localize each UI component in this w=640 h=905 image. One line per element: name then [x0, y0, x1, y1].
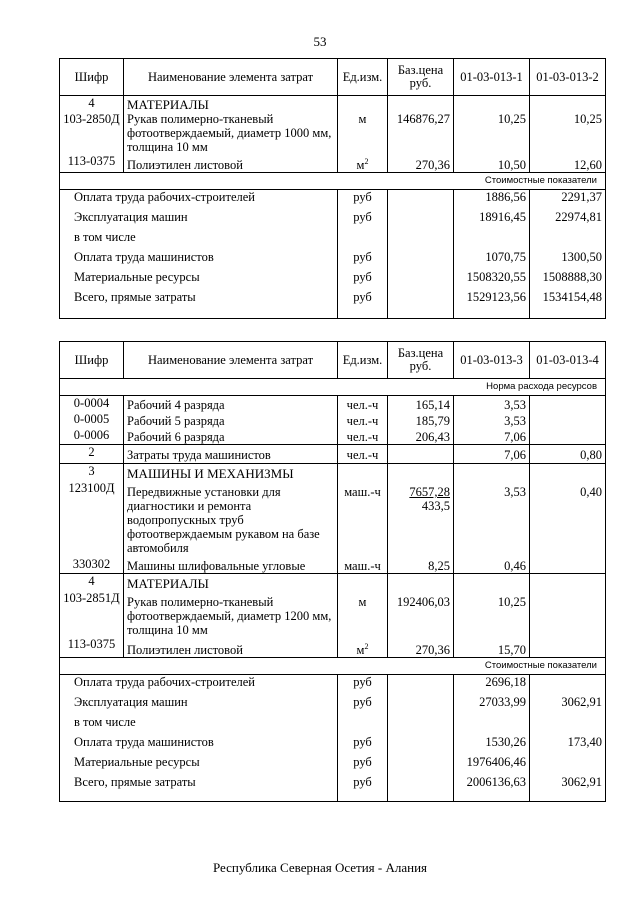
table-row: [60, 445, 606, 464]
row-unit: чел.-ч: [338, 428, 388, 445]
row-value-1: 3,53: [454, 412, 530, 428]
row-price: 206,43: [388, 428, 454, 445]
row-unit: чел.-ч: [338, 396, 388, 413]
summary-unit: руб: [338, 675, 388, 696]
row-value-2: [530, 591, 606, 637]
row-unit: чел.-ч: [338, 445, 388, 464]
header-unit: Ед.изм.: [338, 342, 388, 379]
summary-label: в том числе: [60, 230, 338, 250]
header-col2: 01-03-013-2: [530, 59, 606, 96]
row-value-2: [530, 412, 606, 428]
row-name: Рабочий 4 разряда: [124, 396, 338, 413]
row-code: 2: [60, 445, 124, 464]
summary-row: [60, 230, 606, 250]
row-unit: м: [338, 591, 388, 637]
row-value-1: 3,53: [454, 481, 530, 557]
row-price: 8,25: [388, 557, 454, 574]
summary-value-2: [530, 755, 606, 775]
row-price: [388, 481, 454, 557]
row-value-1: 15,70: [454, 637, 530, 658]
section-num: 4: [60, 96, 124, 113]
price-secondary: 433,5: [421, 499, 450, 513]
summary-unit: руб: [338, 755, 388, 775]
cost-table-2: [59, 341, 606, 802]
row-code: 103-2851Д: [60, 591, 124, 637]
row-code: 103-2850Д: [60, 112, 124, 154]
header-name: Наименование элемента затрат: [124, 342, 338, 379]
section-num: 3: [60, 464, 124, 482]
section-title: МАТЕРИАЛЫ: [124, 96, 338, 113]
row-name: Передвижные установки для диагностики и ремонта водопропускных труб фотоотверждаемым рукавом на базе автомобиля: [124, 481, 338, 557]
summary-label: Оплата труда рабочих-строителей: [60, 190, 338, 211]
summary-value-1: 1886,56: [454, 190, 530, 211]
summary-unit: руб: [338, 190, 388, 211]
table-row: [60, 481, 606, 557]
table-row: [60, 112, 606, 154]
table-header: [60, 342, 606, 379]
row-value-2: [530, 428, 606, 445]
summary-unit: руб: [338, 290, 388, 319]
summary-row: [60, 210, 606, 230]
row-value-2: [530, 557, 606, 574]
row-unit: $м^2$: [338, 637, 388, 658]
row-value-1: 10,50: [454, 154, 530, 173]
header-col1: 01-03-013-1: [454, 59, 530, 96]
table-row: [60, 557, 606, 574]
row-value-1: 10,25: [454, 112, 530, 154]
summary-unit: руб: [338, 775, 388, 802]
header-name: Наименование элемента затрат: [124, 59, 338, 96]
row-code: 0-0004: [60, 396, 124, 413]
summary-label: Оплата труда машинистов: [60, 250, 338, 270]
table-row: [60, 396, 606, 413]
row-code: 113-0375: [60, 154, 124, 173]
price-main: 7657,28: [409, 485, 450, 499]
row-value-2: 12,60: [530, 154, 606, 173]
row-code: 123100Д: [60, 481, 124, 557]
header-code: Шифр: [60, 342, 124, 379]
section-num: 4: [60, 574, 124, 592]
summary-label: Эксплуатация машин: [60, 210, 338, 230]
summary-unit: руб: [338, 250, 388, 270]
summary-row: [60, 755, 606, 775]
table-row: [60, 428, 606, 445]
summary-row: [60, 250, 606, 270]
section-title: МАТЕРИАЛЫ: [124, 574, 338, 592]
header-unit: Ед.изм.: [338, 59, 388, 96]
row-value-1: 3,53: [454, 396, 530, 413]
row-unit: маш.-ч: [338, 481, 388, 557]
row-name: Затраты труда машинистов: [124, 445, 338, 464]
band-label: Норма расхода ресурсов: [60, 379, 606, 396]
summary-unit: руб: [338, 735, 388, 755]
row-value-2: 0,80: [530, 445, 606, 464]
page-number: 53: [313, 34, 327, 49]
header-col2: 01-03-013-4: [530, 342, 606, 379]
summary-label: Материальные ресурсы: [60, 270, 338, 290]
header-code: Шифр: [60, 59, 124, 96]
summary-value-2: 1508888,30: [530, 270, 606, 290]
band-label: Стоимостные показатели: [60, 173, 606, 190]
row-price: 192406,03: [388, 591, 454, 637]
table-header: [60, 59, 606, 96]
summary-row: [60, 675, 606, 696]
row-name: Рукав полимерно-тканевый фотоотверждаемый, диаметр 1000 мм, толщина 10 мм: [124, 112, 338, 154]
band-row: [60, 379, 606, 396]
row-name: Полиэтилен листовой: [124, 154, 338, 173]
summary-value-1: 1508320,55: [454, 270, 530, 290]
summary-value-1: 1976406,46: [454, 755, 530, 775]
summary-unit: руб: [338, 270, 388, 290]
summary-label: Материальные ресурсы: [60, 755, 338, 775]
summary-value-2: 3062,91: [530, 775, 606, 802]
row-code: 113-0375: [60, 637, 124, 658]
summary-row: [60, 715, 606, 735]
table-row: [60, 412, 606, 428]
summary-value-1: 27033,99: [454, 695, 530, 715]
summary-label: Всего, прямые затраты: [60, 290, 338, 319]
summary-row: [60, 735, 606, 755]
summary-value-1: 2006136,63: [454, 775, 530, 802]
section-row: [60, 96, 606, 113]
section-title: МАШИНЫ И МЕХАНИЗМЫ: [124, 464, 338, 482]
summary-label: Всего, прямые затраты: [60, 775, 338, 802]
row-value-1: 10,25: [454, 591, 530, 637]
summary-value-1: 2696,18: [454, 675, 530, 696]
summary-value-1: 18916,45: [454, 210, 530, 230]
summary-row: [60, 270, 606, 290]
row-unit: маш.-ч: [338, 557, 388, 574]
summary-unit: руб: [338, 695, 388, 715]
cost-table-1: [59, 58, 606, 319]
row-value-1: 7,06: [454, 428, 530, 445]
summary-value-2: 1300,50: [530, 250, 606, 270]
summary-value-1: 1530,26: [454, 735, 530, 755]
row-price: 185,79: [388, 412, 454, 428]
header-col1: 01-03-013-3: [454, 342, 530, 379]
row-name: Рукав полимерно-тканевый фотоотверждаемый, диаметр 1200 мм, толщина 10 мм: [124, 591, 338, 637]
row-price: 146876,27: [388, 112, 454, 154]
row-code: 0-0006: [60, 428, 124, 445]
row-value-2: [530, 396, 606, 413]
summary-value-1: 1070,75: [454, 250, 530, 270]
row-unit: м: [338, 112, 388, 154]
row-code: 0-0005: [60, 412, 124, 428]
row-unit: чел.-ч: [338, 412, 388, 428]
row-name: Полиэтилен листовой: [124, 637, 338, 658]
summary-label: Оплата труда машинистов: [60, 735, 338, 755]
row-value-2: [530, 637, 606, 658]
summary-value-2: [530, 675, 606, 696]
row-name: Рабочий 6 разряда: [124, 428, 338, 445]
row-code: 330302: [60, 557, 124, 574]
row-value-2: 10,25: [530, 112, 606, 154]
header-price: Баз.цена руб.: [388, 342, 454, 379]
table-row: [60, 591, 606, 637]
row-price: 270,36: [388, 154, 454, 173]
row-value-2: 0,40: [530, 481, 606, 557]
summary-row: [60, 695, 606, 715]
summary-row: [60, 290, 606, 319]
row-value-1: 7,06: [454, 445, 530, 464]
summary-row: [60, 190, 606, 211]
summary-value-2: 2291,37: [530, 190, 606, 211]
header-price: Баз.цена руб.: [388, 59, 454, 96]
summary-value-2: 22974,81: [530, 210, 606, 230]
summary-row: [60, 775, 606, 802]
row-price: 165,14: [388, 396, 454, 413]
band-row: [60, 658, 606, 675]
section-row: [60, 464, 606, 482]
summary-value-1: 1529123,56: [454, 290, 530, 319]
row-value-1: 0,46: [454, 557, 530, 574]
row-unit: $м^2$: [338, 154, 388, 173]
summary-unit: руб: [338, 210, 388, 230]
band-row: [60, 173, 606, 190]
section-row: [60, 574, 606, 592]
row-price: 270,36: [388, 637, 454, 658]
summary-label: Эксплуатация машин: [60, 695, 338, 715]
row-name: Рабочий 5 разряда: [124, 412, 338, 428]
table-row: [60, 154, 606, 173]
table-row: [60, 637, 606, 658]
row-name: Машины шлифовальные угловые: [124, 557, 338, 574]
summary-label: в том числе: [60, 715, 338, 735]
band-label: Стоимостные показатели: [60, 658, 606, 675]
summary-label: Оплата труда рабочих-строителей: [60, 675, 338, 696]
page-footer: Республика Северная Осетия - Алания: [212, 860, 428, 875]
summary-value-2: 3062,91: [530, 695, 606, 715]
summary-value-2: 173,40: [530, 735, 606, 755]
summary-value-2: 1534154,48: [530, 290, 606, 319]
